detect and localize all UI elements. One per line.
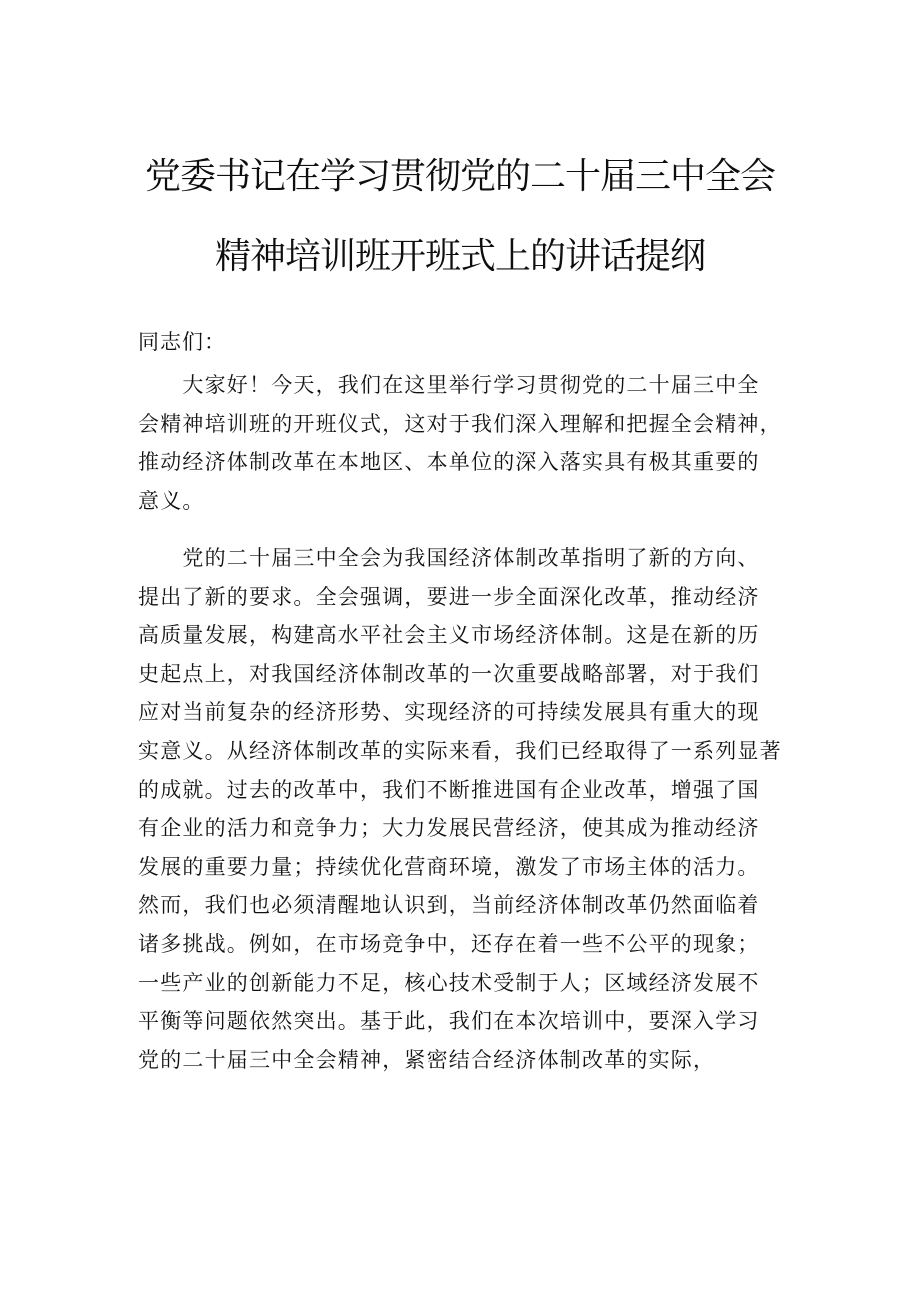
paragraph-line: 平衡等问题依然突出。基于此，我们在本次培训中，要深入学习 — [138, 1009, 760, 1034]
paragraph-line: 党的二十届三中全会精神，紧密结合经济体制改革的实际， — [138, 1047, 716, 1072]
paragraph-2 — [138, 539, 788, 1079]
paragraph-line: 推动经济体制改革在本地区、本单位的深入落实具有极其重要的 — [138, 450, 760, 475]
paragraph-line: 然而，我们也必须清醒地认识到，当前经济体制改革仍然面临着 — [138, 893, 760, 918]
paragraph-line: 大家好！今天，我们在这里举行学习贯彻党的二十届三中全 — [138, 373, 760, 397]
salutation: 同志们： — [138, 330, 226, 354]
paragraph-line: 高质量发展，构建高水平社会主义市场经济体制。这是在新的历 — [138, 623, 760, 648]
paragraph-line: 的成就。过去的改革中，我们不断推进国有企业改革，增强了国 — [138, 777, 760, 802]
paragraph-line: 诸多挑战。例如，在市场竞争中，还存在着一些不公平的现象； — [138, 931, 760, 956]
paragraph-line: 应对当前复杂的经济形势、实现经济的可持续发展具有重大的现 — [138, 700, 760, 725]
paragraph-line: 会精神培训班的开班仪式，这对于我们深入理解和把握全会精神， — [138, 411, 782, 436]
paragraph-line: 一些产业的创新能力不足，核心技术受制于人；区域经济发展不 — [138, 970, 760, 995]
paragraph-line: 有企业的活力和竞争力；大力发展民营经济，使其成为推动经济 — [138, 816, 760, 841]
paragraph-line: 史起点上，对我国经济体制改革的一次重要战略部署，对于我们 — [138, 661, 760, 686]
document-title-line-1: 党委书记在学习贯彻党的二十届三中全会 — [144, 156, 775, 197]
paragraph-line: 提出了新的要求。全会强调，要进一步全面深化改革，推动经济 — [138, 584, 760, 609]
paragraph-line: 党的二十届三中全会为我国经济体制改革指明了新的方向、 — [138, 546, 760, 570]
document-title-line-2: 精神培训班开班式上的讲话提纲 — [214, 236, 705, 277]
paragraph-line: 意义。 — [138, 488, 205, 513]
paragraph-line: 实意义。从经济体制改革的实际来看，我们已经取得了一系列显著 — [138, 738, 782, 763]
paragraph-1 — [138, 366, 788, 520]
paragraph-line: 发展的重要力量；持续优化营商环境，激发了市场主体的活力。 — [138, 854, 760, 879]
